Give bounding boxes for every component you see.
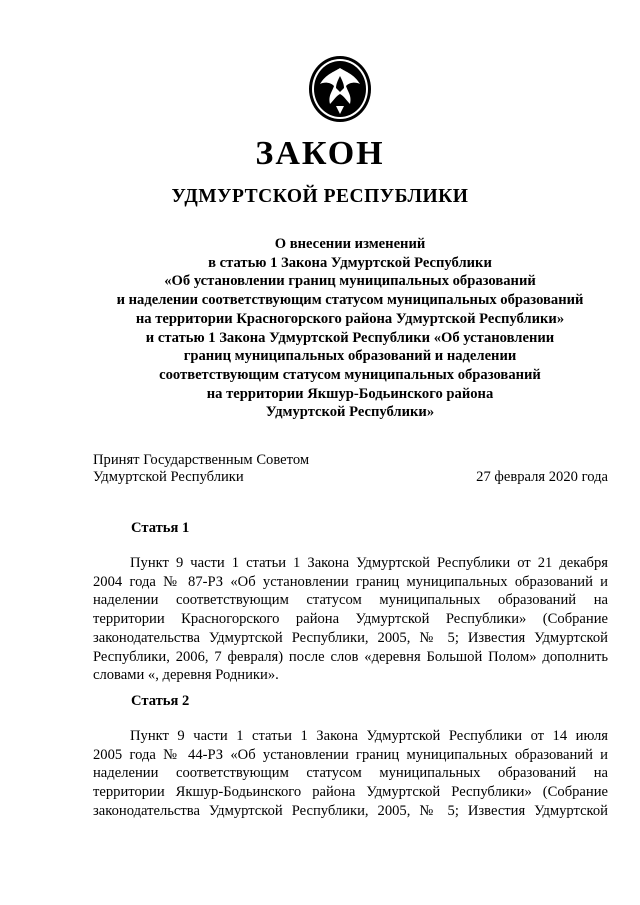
adopted-by-line: Принят Государственным Советом [93,452,310,468]
heading-line: в статью 1 Закона Удмуртской Республики [208,254,492,271]
article-1-title: Статья 1 [131,520,190,536]
adoption-date: 27 февраля 2020 года [476,469,608,485]
heading-line: и статью 1 Закона Удмуртской Республики «Об установлении [145,329,555,346]
heading-line: О внесении изменений [274,236,426,252]
adoption-block [93,452,608,486]
document-title: ЗАКОН [255,135,385,172]
paragraph-line: Республики, 2006, 7 февраля) после слов «деревня Большой Полом» дополнить [93,648,608,665]
paragraph-line: законодательства Удмуртской Республики, 2005, № 5; Известия Удмуртской [93,629,608,646]
adopted-by-line: Удмуртской Республики [93,469,244,485]
emblem-icon [306,54,374,124]
paragraph-line: территории Красногорского района Удмуртской Республики» (Собрание [93,611,608,628]
article-2-title: Статья 2 [131,693,190,709]
heading-line: и наделении соответствующим статусом муниципальных образований [116,292,584,309]
paragraph-line: Пункт 9 части 1 статьи 1 Закона Удмуртской Республики от 14 июля [130,728,608,744]
article-1-text [93,554,608,685]
document-subtitle: УДМУРТСКОЙ РЕСПУБЛИКИ [171,186,469,207]
paragraph-line: наделении соответствующим статусом муниципальных образований на [93,765,608,782]
heading-line: на территории Якшур-Бодьинского района [206,385,494,402]
article-2-text [93,727,608,821]
heading-line: «Об установлении границ муниципальных образований [164,273,536,290]
paragraph-line: словами «, деревня Родники». [93,667,279,684]
paragraph-line: наделении соответствующим статусом муниципальных образований на [93,592,608,609]
heading-line: на территории Красногорского района Удмуртской Республики» [135,310,565,327]
heading-line: Удмуртской Республики» [265,404,435,421]
paragraph-line: 2004 года № 87-РЗ «Об установлении границ муниципальных образований и [93,573,608,590]
paragraph-line: Пункт 9 части 1 статьи 1 Закона Удмуртской Республики от 21 декабря [130,555,608,571]
paragraph-line: 2005 года № 44-РЗ «Об установлении границ муниципальных образований и [93,746,608,763]
paragraph-line: территории Якшур-Бодьинского района Удмуртской Республики» (Собрание [93,784,608,801]
paragraph-line: законодательства Удмуртской Республики, 2005, № 5; Известия Удмуртской [93,802,608,819]
coat-of-arms-emblem [306,54,374,124]
heading-line: соответствующим статусом муниципальных образований [159,366,541,383]
heading-line: границ муниципальных образований и наделении [183,348,517,365]
law-heading [60,235,640,422]
